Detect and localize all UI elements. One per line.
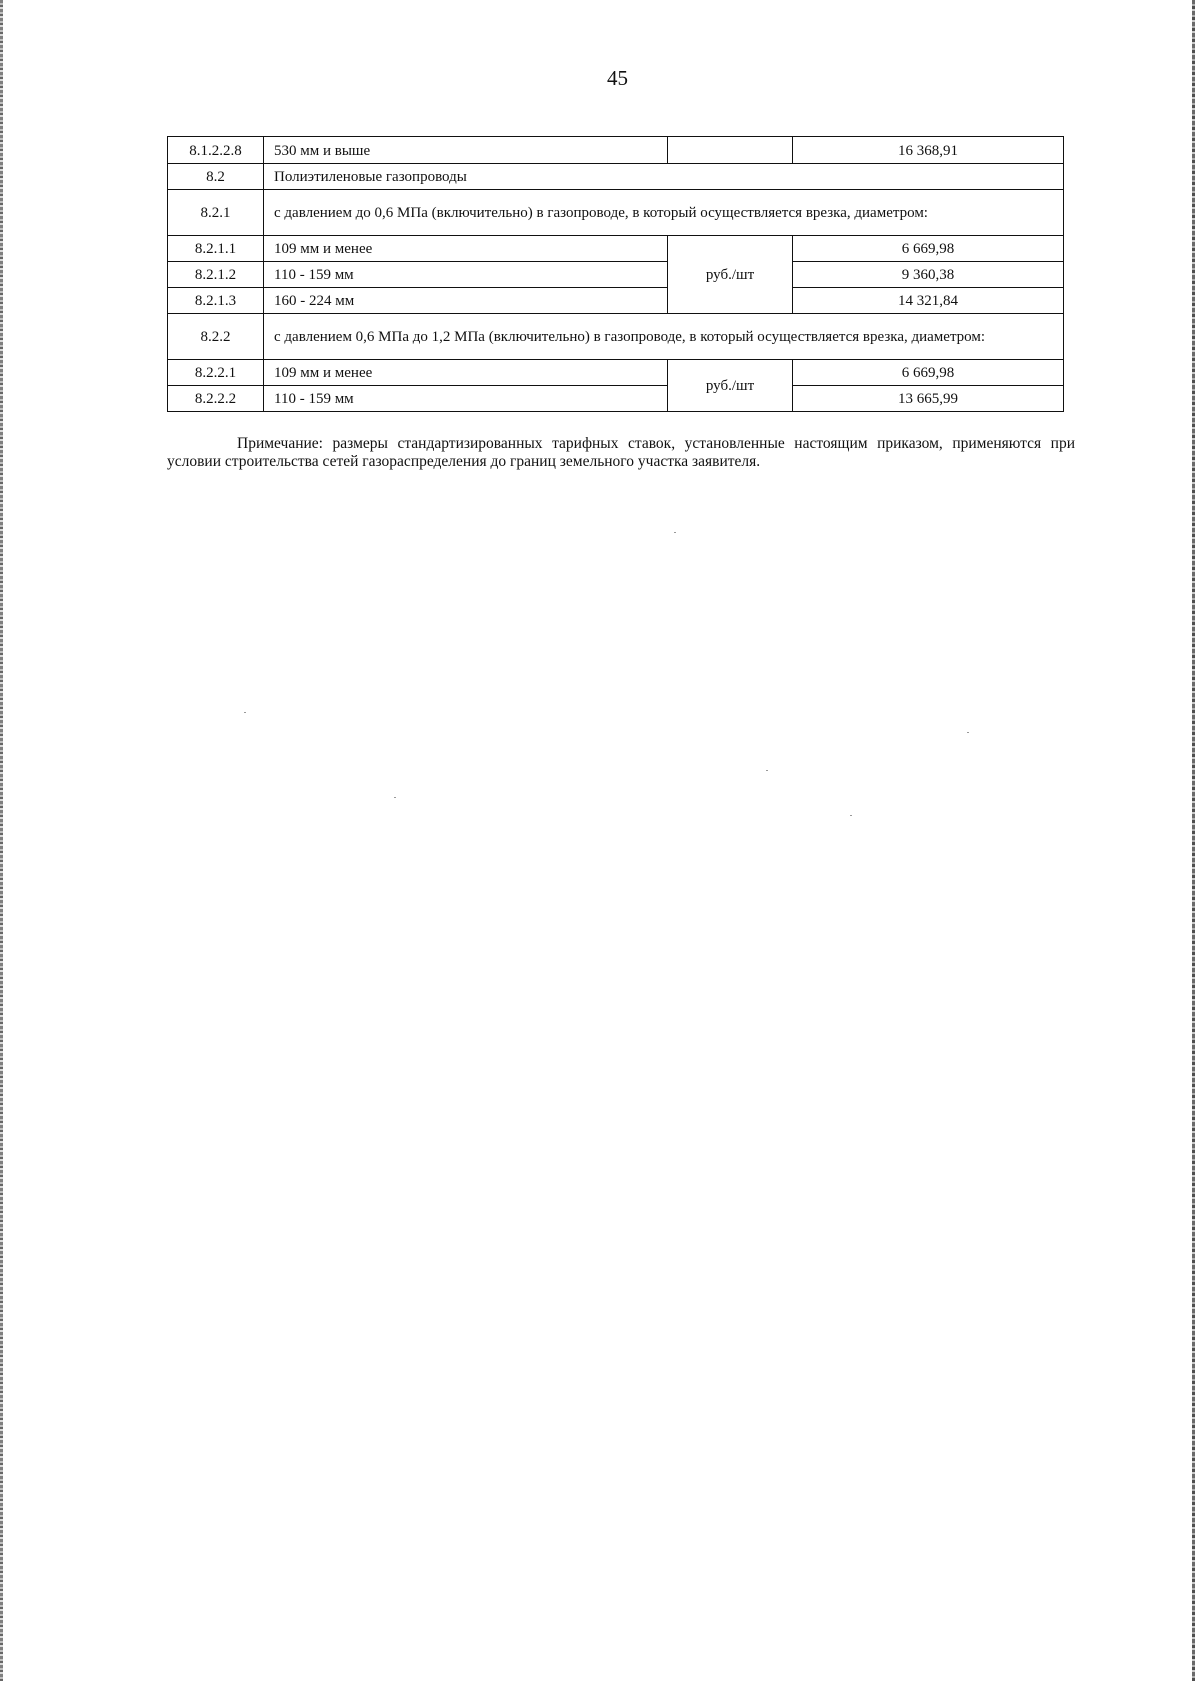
row-value: 9 360,38: [793, 262, 1064, 288]
scan-speck: [967, 732, 969, 733]
page-number: 45: [607, 66, 628, 90]
row-unit: руб./шт: [668, 360, 793, 412]
row-unit: руб./шт: [668, 236, 793, 314]
row-description: 110 - 159 мм: [264, 386, 668, 412]
row-code: 8.2.1.3: [168, 288, 264, 314]
row-code: 8.1.2.2.8: [168, 137, 264, 164]
row-code: 8.2.2: [168, 314, 264, 360]
row-code: 8.2.1.1: [168, 236, 264, 262]
table-row: [168, 288, 1064, 314]
scan-speck: [850, 815, 852, 816]
row-value: 14 321,84: [793, 288, 1064, 314]
row-code: 8.2.1: [168, 190, 264, 236]
scan-edge-left: [0, 0, 3, 1681]
table-row: [168, 137, 1064, 164]
table-row: [168, 360, 1064, 386]
scan-speck: [394, 797, 396, 798]
row-value: 6 669,98: [793, 360, 1064, 386]
row-description: Полиэтиленовые газопроводы: [264, 164, 1064, 190]
table-row: [168, 314, 1064, 360]
row-value: 16 368,91: [793, 137, 1064, 164]
table-row: [168, 164, 1064, 190]
scan-speck: [244, 712, 246, 713]
row-description: 160 - 224 мм: [264, 288, 668, 314]
row-description: 109 мм и менее: [264, 236, 668, 262]
table-row: [168, 262, 1064, 288]
row-value: 13 665,99: [793, 386, 1064, 412]
row-code: 8.2: [168, 164, 264, 190]
table-row: [168, 190, 1064, 236]
row-unit: [668, 137, 793, 164]
row-description: 530 мм и выше: [264, 137, 668, 164]
row-code: 8.2.2.2: [168, 386, 264, 412]
table-row: [168, 236, 1064, 262]
row-description: 109 мм и менее: [264, 360, 668, 386]
scan-speck: [674, 532, 676, 533]
row-description: с давлением 0,6 МПа до 1,2 МПа (включительно) в газопроводе, в который осуществляется врезка, диаметром:: [264, 314, 1064, 360]
scan-edge-right: [1192, 0, 1195, 1681]
row-description: 110 - 159 мм: [264, 262, 668, 288]
note-paragraph: Примечание: размеры стандартизированных тарифных ставок, установленные настоящим приказом, применяются при условии строительства сетей газораспределения до границ земельного участка заявителя.: [167, 434, 1075, 470]
table-row: [168, 386, 1064, 412]
row-code: 8.2.1.2: [168, 262, 264, 288]
row-description: с давлением до 0,6 МПа (включительно) в газопроводе, в который осуществляется врезка, диаметром:: [264, 190, 1064, 236]
scan-speck: [766, 770, 768, 771]
row-value: 6 669,98: [793, 236, 1064, 262]
row-code: 8.2.2.1: [168, 360, 264, 386]
tariff-table: [167, 136, 1064, 412]
